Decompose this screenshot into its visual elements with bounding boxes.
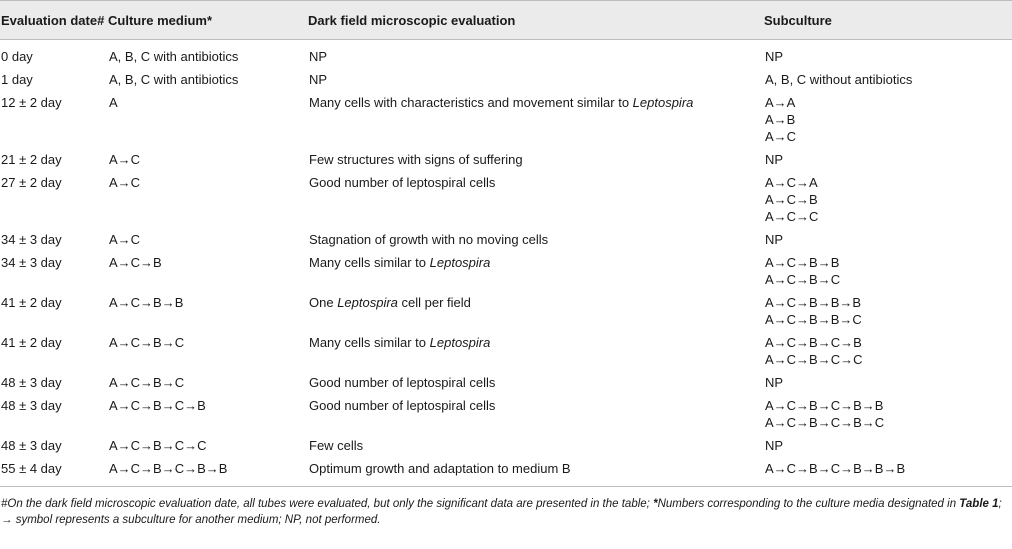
table-row <box>0 394 1012 434</box>
evaluation-text: Many cells similar to <box>309 255 430 270</box>
header-dark-field-evaluation: Dark field microscopic evaluation <box>308 1 764 40</box>
subculture-line: A→B <box>765 112 796 127</box>
cell-evaluation-date: 48 ± 3 day <box>1 375 62 390</box>
cell-subculture <box>764 171 1012 228</box>
cell-dark-field-evaluation <box>308 148 764 171</box>
subculture-line: NP <box>765 375 784 390</box>
subculture-line: A→C→A <box>765 175 818 190</box>
subculture-line: NP <box>765 152 784 167</box>
footnote-part3: ; → symbol represents a subculture for another medium; NP, not performed. <box>1 498 1002 526</box>
cell-dark-field-evaluation <box>308 228 764 251</box>
evaluation-text: cell per field <box>397 295 471 310</box>
subculture-line: A→C→B→B→C <box>765 312 862 327</box>
cell-subculture <box>764 40 1012 69</box>
cell-culture-medium: A→C <box>109 232 141 247</box>
cell-evaluation-date: 12 ± 2 day <box>1 95 62 110</box>
subculture-line: A→C→B <box>765 192 818 207</box>
cell-culture-medium: A→C→B→C <box>109 375 185 390</box>
cell-culture-medium: A, B, C with antibiotics <box>109 72 239 87</box>
genus-name-italic: Leptospira <box>337 295 398 310</box>
cell-culture-medium: A→C <box>109 152 141 167</box>
cell-culture-medium: A <box>109 95 118 110</box>
header-culture-medium: Culture medium* <box>108 1 308 40</box>
cell-evaluation-date: 21 ± 2 day <box>1 152 62 167</box>
cell-subculture <box>764 68 1012 91</box>
table-row <box>0 68 1012 91</box>
table-body <box>0 40 1012 487</box>
header-row <box>0 1 1012 40</box>
cell-culture-medium: A→C→B→C→B→B <box>108 457 308 487</box>
evaluation-text: Stagnation of growth with no moving cells <box>309 232 549 247</box>
cell-dark-field-evaluation <box>308 457 764 487</box>
subculture-line: A→C→B→C→B→B <box>765 398 884 413</box>
header-subculture: Subculture <box>764 1 1012 40</box>
cell-subculture <box>764 291 1012 331</box>
subculture-line: NP <box>765 49 784 64</box>
cell-evaluation-date: 27 ± 2 day <box>1 175 62 190</box>
subculture-line: A→C→B→B <box>765 255 840 270</box>
subculture-line: NP <box>765 232 784 247</box>
header-evaluation-date: Evaluation date# <box>0 1 108 40</box>
cell-dark-field-evaluation <box>308 371 764 394</box>
footnote-part1: #On the dark field microscopic evaluation date, all tubes were evaluated, but only the significant data are presented in the table; <box>1 498 654 510</box>
table-row <box>0 331 1012 371</box>
cell-dark-field-evaluation <box>308 40 764 69</box>
cell-culture-medium: A, B, C with antibiotics <box>109 49 239 64</box>
evaluation-text: NP <box>309 72 328 87</box>
cell-evaluation-date: 41 ± 2 day <box>1 335 62 350</box>
cell-culture-medium: A→C→B→C→B <box>109 398 206 413</box>
evaluation-text: NP <box>309 49 328 64</box>
cell-evaluation-date: 48 ± 3 day <box>1 438 62 453</box>
cell-culture-medium: A→C→B→B <box>109 295 184 310</box>
table-row <box>0 228 1012 251</box>
cell-subculture <box>764 371 1012 394</box>
cell-culture-medium: A→C <box>109 175 141 190</box>
subculture-line: A→C→B→C→B→B→B <box>765 461 906 476</box>
subculture-line: A→C→B→C <box>765 272 841 287</box>
footnote-table-ref: Table 1 <box>959 498 999 510</box>
table-row <box>0 91 1012 148</box>
evaluation-text: Few structures with signs of suffering <box>309 152 523 167</box>
table-row <box>0 171 1012 228</box>
cell-culture-medium: A→C→B→C→C <box>109 438 207 453</box>
subculture-line: A→A <box>765 95 796 110</box>
table-header <box>0 1 1012 40</box>
table-footnote <box>0 487 1012 528</box>
cell-dark-field-evaluation <box>308 251 764 291</box>
cell-subculture <box>764 228 1012 251</box>
table-row <box>0 291 1012 331</box>
cell-culture-medium: A→C→B <box>109 255 162 270</box>
footnote-part2: Numbers corresponding to the culture media designated in <box>657 498 960 510</box>
footnote-star: * <box>653 498 658 510</box>
evaluation-text: Good number of leptospiral cells <box>309 175 496 190</box>
evaluation-text: Good number of leptospiral cells <box>309 375 496 390</box>
cell-dark-field-evaluation <box>308 291 764 331</box>
table-row <box>0 457 1012 487</box>
cell-subculture <box>764 91 1012 148</box>
table-row <box>0 40 1012 69</box>
cell-subculture <box>764 251 1012 291</box>
cell-evaluation-date: 48 ± 3 day <box>1 398 62 413</box>
cell-dark-field-evaluation <box>308 171 764 228</box>
cell-subculture <box>764 148 1012 171</box>
cell-subculture <box>764 394 1012 434</box>
genus-name-italic: Leptospira <box>429 335 491 350</box>
cell-evaluation-date: 0 day <box>1 49 33 64</box>
subculture-line: A→C→C <box>765 209 819 224</box>
cell-evaluation-date: 34 ± 3 day <box>1 232 62 247</box>
subculture-line: A→C→B→C→B <box>765 335 862 350</box>
cell-dark-field-evaluation <box>308 394 764 434</box>
evaluation-text: One <box>309 295 338 310</box>
genus-name-italic: Leptospira <box>429 255 491 270</box>
genus-name-italic: Leptospira <box>632 95 694 110</box>
subculture-line: A→C→B→C→C <box>765 352 863 367</box>
cell-dark-field-evaluation <box>308 331 764 371</box>
table-row <box>0 251 1012 291</box>
evaluation-text: Optimum growth and adaptation to medium B <box>309 461 571 476</box>
cell-evaluation-date: 41 ± 2 day <box>1 295 62 310</box>
cell-subculture <box>764 457 1012 487</box>
evaluation-text: Good number of leptospiral cells <box>309 398 496 413</box>
subculture-line: A, B, C without antibiotics <box>765 72 913 87</box>
subculture-line: NP <box>765 438 784 453</box>
evaluation-text: Few cells <box>309 438 364 453</box>
cell-subculture <box>764 434 1012 457</box>
subculture-line: A→C→B→C→B→C <box>765 415 885 430</box>
table-row <box>0 434 1012 457</box>
subculture-line: A→C <box>765 129 797 144</box>
evaluation-text: Many cells with characteristics and movement similar to <box>309 95 633 110</box>
table-row <box>0 148 1012 171</box>
cell-culture-medium: A→C→B→C <box>109 335 185 350</box>
cell-evaluation-date: 55 ± 4 day <box>0 457 108 487</box>
cell-subculture <box>764 331 1012 371</box>
table-row <box>0 371 1012 394</box>
subculture-line: A→C→B→B→B <box>765 295 862 310</box>
cell-evaluation-date: 34 ± 3 day <box>1 255 62 270</box>
cell-dark-field-evaluation <box>308 91 764 148</box>
cell-evaluation-date: 1 day <box>1 72 33 87</box>
cell-dark-field-evaluation <box>308 434 764 457</box>
evaluation-text: Many cells similar to <box>309 335 430 350</box>
cell-dark-field-evaluation <box>308 68 764 91</box>
